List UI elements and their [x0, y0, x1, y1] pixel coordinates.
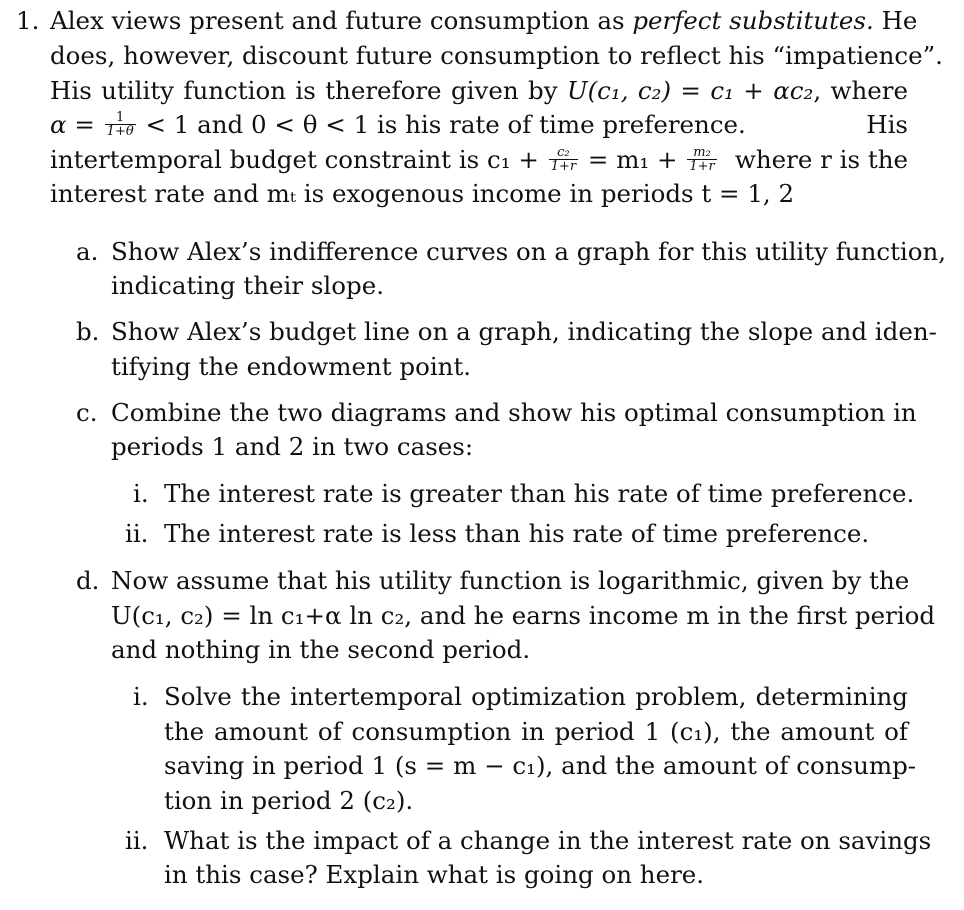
part-c-i-label: i.: [133, 479, 149, 508]
part-b-label: b.: [76, 317, 100, 346]
part-a-line-2: indicating their slope.: [111, 271, 384, 300]
intro-line-3: His utility function is therefore given by U(c₁, c₂) = c₁ + αc₂, where: [50, 76, 908, 105]
alpha-fraction: $\frac{1}{1+\theta}$: [106, 110, 134, 139]
part-d-line-2: U(c₁, c₂) = ln c₁+α ln c₂, and he earns income m in the first period: [111, 601, 936, 630]
budget-fraction-c2: $\frac{\text{c₂}}{1+r}$: [550, 145, 577, 174]
intro-line-4: α = $\frac{1}{1+\theta}$ < 1 and 0 < θ < 1 is his rate of time preference. His: [50, 110, 908, 139]
part-d-ii-line-1: What is the impact of a change in the interest rate on savings: [164, 826, 932, 855]
part-b-line-1: Show Alex’s budget line on a graph, indicating the slope and iden-: [111, 317, 937, 346]
part-d-i-label: i.: [133, 682, 149, 711]
part-c-ii-label: ii.: [125, 519, 149, 548]
part-c-line-2: periods 1 and 2 in two cases:: [111, 432, 474, 461]
utility-function-formula: U(c₁, c₂) = c₁ + αc₂: [566, 76, 814, 105]
part-a-label: a.: [76, 237, 99, 266]
part-d-line-1: Now assume that his utility function is logarithmic, given by the: [111, 566, 910, 595]
part-d-i-line-4: tion in period 2 (c₂).: [164, 786, 414, 815]
part-d-i-line-3: saving in period 1 (s = m − c₁), and the amount of consump-: [164, 751, 917, 780]
part-c-label: c.: [76, 398, 98, 427]
part-d-i-line-2: the amount of consumption in period 1 (c₁), the amount of: [164, 717, 908, 746]
part-d-i-line-1: Solve the intertemporal optimization problem, determining: [164, 682, 908, 711]
intro-line-2: does, however, discount future consumption to reflect his “impatience”.: [50, 41, 943, 70]
part-d-label: d.: [76, 566, 100, 595]
question-number: 1.: [16, 6, 40, 35]
intro-line-6: interest rate and mₜ is exogenous income in periods t = 1, 2: [50, 179, 795, 208]
part-b-line-2: tifying the endowment point.: [111, 352, 472, 381]
part-c-i-line-1: The interest rate is greater than his rate of time preference.: [164, 479, 915, 508]
part-d-ii-line-2: in this case? Explain what is going on here.: [164, 860, 705, 889]
budget-fraction-m2: $\frac{\text{m₂}}{1+r}$: [689, 145, 715, 174]
part-a-line-1: Show Alex’s indifference curves on a graph for this utility function,: [111, 237, 947, 266]
intro-line-1: Alex views present and future consumption as perfect substitutes. He: [50, 6, 918, 35]
part-d-line-3: and nothing in the second period.: [111, 635, 531, 664]
part-c-line-1: Combine the two diagrams and show his optimal consumption in: [111, 398, 917, 427]
intro-line-5: intertemporal budget constraint is c₁ + $\frac{\text{c₂}}{1+r}$ = m₁ + $\frac{\text{m₂}}{1+r}$ where r is the: [50, 145, 908, 174]
emphasis-perfect-substitutes: perfect substitutes.: [632, 6, 874, 35]
part-d-ii-label: ii.: [125, 826, 149, 855]
part-c-ii-line-1: The interest rate is less than his rate of time preference.: [164, 519, 870, 548]
